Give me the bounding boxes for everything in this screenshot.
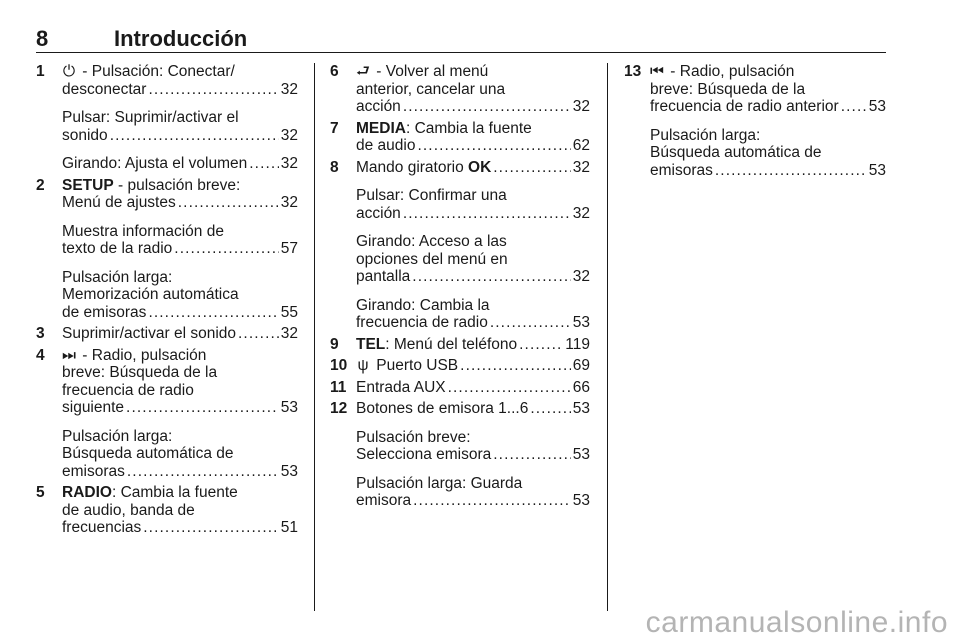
media-keyword: MEDIA [356, 119, 406, 137]
ok-keyword: OK [468, 158, 492, 176]
page-ref[interactable]: 119 [565, 335, 590, 353]
entry-text: - Radio, pulsación [78, 346, 207, 364]
entry-number: 7 [330, 119, 339, 137]
entry-text: texto de la radio [62, 240, 173, 257]
entry-text: Pulsar: Confirmar una [356, 187, 507, 204]
page-ref[interactable]: 53 [280, 399, 298, 416]
entry-text: - Radio, pulsación [666, 63, 795, 80]
entry-3 [36, 325, 298, 343]
column-divider [607, 63, 608, 611]
entry-text: Botones de emisora 1...6 [356, 400, 529, 417]
entry-12 [330, 400, 590, 510]
page-ref[interactable]: 53 [572, 314, 590, 331]
entry-number: 4 [36, 346, 45, 364]
entry-text: Pulsación larga: [650, 126, 761, 144]
entry-text: breve: Búsqueda de la [62, 364, 218, 381]
page-ref[interactable]: 66 [572, 378, 590, 396]
entry-text: Puerto USB [372, 357, 459, 374]
entry-paragraph [356, 336, 590, 354]
page-ref[interactable]: 53 [572, 446, 590, 463]
page-number: 8 [36, 26, 49, 51]
page-ref[interactable]: 32 [280, 80, 298, 98]
page-ref[interactable]: 32 [572, 268, 590, 285]
entry-text: frecuencia de radio anterior [650, 98, 839, 115]
entry-text: Suprimir/activar el sonido [62, 325, 237, 342]
entry-number: 3 [36, 325, 45, 342]
column-3 [624, 63, 886, 183]
page-ref[interactable]: 32 [280, 194, 298, 211]
page-ref[interactable]: 32 [280, 155, 298, 172]
entry-text: - Pulsación: Conectar/ [78, 63, 235, 80]
entry-text: emisoras [62, 462, 125, 480]
setup-keyword: SETUP [62, 176, 114, 194]
entry-paragraph [356, 357, 590, 375]
column-divider [314, 63, 315, 611]
entry-text: desconectar [62, 80, 147, 98]
column-2 [330, 63, 590, 514]
entry-paragraph [62, 155, 298, 173]
entry-text: pantalla [356, 268, 411, 285]
page-ref[interactable]: 69 [572, 357, 590, 374]
entry-paragraph [356, 475, 590, 510]
entry-paragraph [62, 109, 298, 144]
entry-text: Búsqueda automática de [650, 144, 822, 161]
entry-text: - pulsación breve: [113, 176, 241, 194]
page-ref[interactable]: 57 [280, 240, 298, 257]
entry-text: Mando giratorio [356, 158, 469, 176]
entry-paragraph [62, 484, 298, 537]
entry-text: acción [356, 98, 401, 115]
entry-text: frecuencia de radio [356, 314, 488, 331]
page-ref[interactable]: 32 [572, 158, 590, 176]
header-rule [36, 52, 886, 53]
entry-13 [624, 63, 886, 179]
entry-paragraph [356, 429, 590, 464]
entry-5 [36, 484, 298, 537]
entry-text: de emisoras [62, 303, 147, 321]
entry-number: 13 [624, 63, 642, 80]
page-ref[interactable]: 32 [280, 126, 298, 144]
entry-paragraph [62, 223, 298, 258]
entry-11 [330, 379, 590, 397]
entry-text: emisoras [650, 161, 713, 179]
entry-text: : Cambia la fuente [405, 119, 532, 137]
entry-text: Girando: Acceso a las [356, 233, 507, 250]
entry-text: Girando: Cambia la [356, 296, 490, 314]
entry-text: Búsqueda automática de [62, 445, 234, 462]
entry-6 [330, 63, 590, 116]
entry-number: 6 [330, 63, 339, 80]
entry-paragraph [62, 63, 298, 98]
entry-number: 10 [330, 357, 348, 374]
page-title: Introducción [114, 26, 248, 51]
entry-text: : Menú del teléfono [385, 335, 518, 353]
entry-paragraph [356, 400, 590, 418]
page-ref[interactable]: 53 [868, 161, 886, 179]
entry-text: frecuencia de radio [62, 381, 194, 399]
skip-previous-icon: ⏮ [650, 63, 664, 80]
entry-paragraph [62, 428, 298, 481]
entry-number: 1 [36, 63, 45, 80]
entry-paragraph [356, 120, 590, 155]
page-ref[interactable]: 32 [572, 98, 590, 115]
entry-paragraph [356, 233, 590, 286]
entry-number: 9 [330, 335, 339, 353]
entry-text: Memorización automática [62, 286, 239, 303]
entry-number: 2 [36, 176, 45, 194]
entry-number: 8 [330, 158, 339, 176]
entry-text: frecuencias [62, 519, 142, 536]
entry-text: siguiente [62, 399, 125, 416]
entry-text: anterior, cancelar una [356, 80, 506, 98]
entry-text: Selecciona emisora [356, 446, 492, 463]
entry-paragraph [356, 297, 590, 332]
usb-icon: ψ [357, 357, 369, 374]
entry-paragraph [62, 347, 298, 417]
entry-text: Entrada AUX [356, 378, 446, 396]
entry-text: Pulsación breve: [356, 428, 471, 446]
entry-1 [36, 63, 298, 173]
entry-2 [36, 177, 298, 322]
radio-keyword: RADIO [62, 484, 112, 501]
page-ref[interactable]: 32 [572, 204, 590, 222]
entry-paragraph [62, 269, 298, 322]
entry-paragraph [62, 177, 298, 212]
entry-9 [330, 336, 590, 354]
entry-paragraph [356, 63, 590, 116]
entry-text: Pulsar: Suprimir/activar el [62, 109, 239, 126]
page-ref[interactable]: 55 [280, 303, 298, 321]
entry-text: opciones del menú en [356, 250, 508, 268]
entry-text: de audio, banda de [62, 501, 195, 519]
entry-4 [36, 347, 298, 481]
entry-8 [330, 159, 590, 332]
entry-paragraph [650, 63, 886, 116]
page-ref[interactable]: 51 [280, 519, 298, 536]
watermark: carmanualsonline.info [645, 606, 948, 639]
entry-number: 11 [330, 378, 347, 396]
entry-text: Muestra información de [62, 222, 224, 240]
skip-next-icon: ⏭ [62, 346, 76, 364]
entry-paragraph [650, 127, 886, 180]
entry-text: breve: Búsqueda de la [650, 80, 806, 98]
page-ref[interactable]: 62 [572, 137, 590, 154]
page-ref[interactable]: 53 [280, 462, 298, 480]
entry-paragraph [356, 159, 590, 177]
entry-number: 5 [36, 484, 45, 501]
column-1 [36, 63, 298, 541]
power-icon: ⏻ [62, 63, 76, 80]
entry-paragraph [356, 379, 590, 397]
tel-keyword: TEL [356, 335, 386, 353]
entry-text: Girando: Ajusta el volumen [62, 155, 248, 172]
page-ref[interactable]: 53 [572, 492, 590, 509]
page-ref[interactable]: 53 [572, 400, 590, 417]
entry-10 [330, 357, 590, 375]
entry-text: - Volver al menú [372, 63, 489, 80]
entry-text: acción [356, 204, 401, 222]
entry-paragraph [356, 187, 590, 222]
page-ref[interactable]: 32 [280, 325, 298, 342]
entry-number: 12 [330, 400, 348, 417]
entry-text: de audio [356, 137, 416, 154]
page-ref[interactable]: 53 [868, 98, 886, 115]
entry-text: emisora [356, 492, 412, 509]
entry-text: Pulsación larga: [62, 427, 173, 445]
back-icon: ⮐ [356, 63, 370, 80]
entry-text: Menú de ajustes [62, 194, 176, 211]
entry-text: sonido [62, 126, 108, 144]
entry-text: Pulsación larga: Guarda [356, 474, 523, 492]
entry-text: Pulsación larga: [62, 268, 173, 286]
entry-7 [330, 120, 590, 155]
entry-paragraph [62, 325, 298, 343]
entry-text: : Cambia la fuente [111, 484, 238, 501]
